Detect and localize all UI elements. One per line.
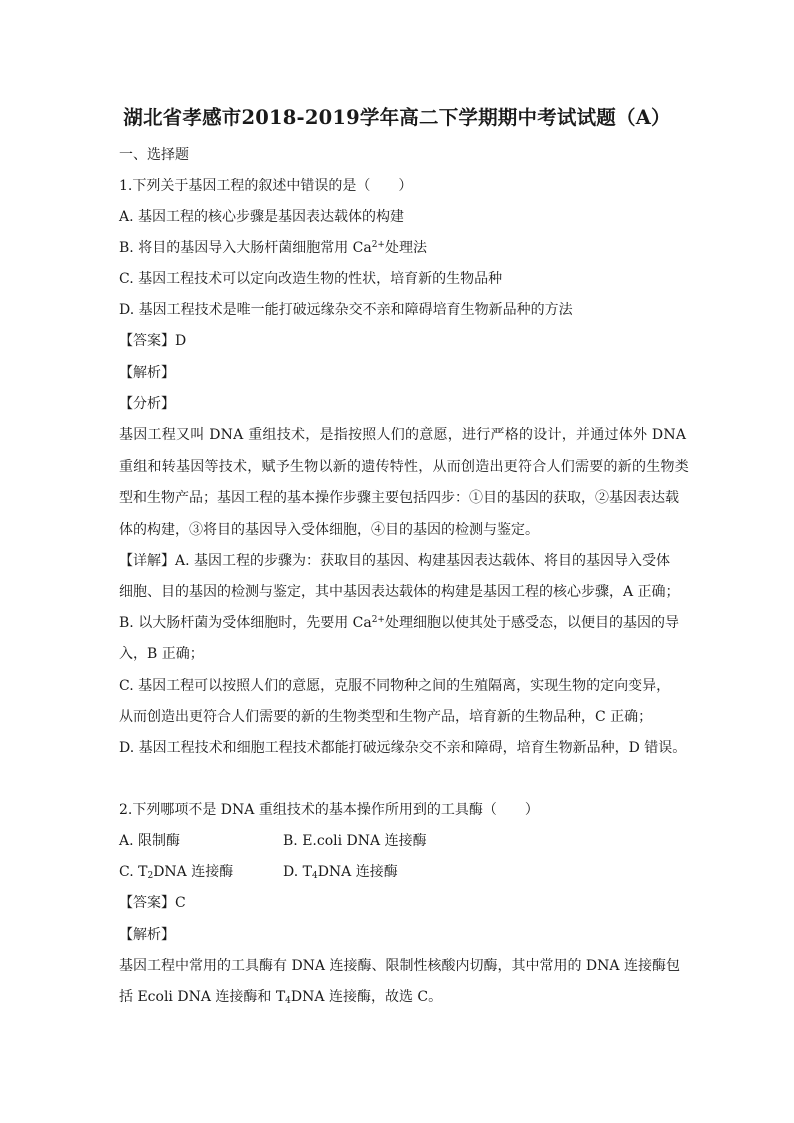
q1-detail-d: D. 基因工程技术和细胞工程技术都能打破远缘杂交不亲和障碍，培育生物新品种，D 错误。	[119, 740, 687, 756]
q2-explanation-label: 【解析】	[119, 927, 175, 943]
q1-detail-b	[119, 613, 679, 633]
q2-option-d-tail: DNA 连接酶	[317, 864, 398, 880]
q2-option-c-text: C. T	[119, 864, 148, 880]
q2-explanation-tail: DNA 连接酶，故选 C。	[290, 989, 443, 1005]
section-heading: 一、选择题	[119, 147, 189, 163]
q1-option-b-text: B. 将目的基因导入大肠杆菌细胞常用 Ca	[119, 240, 372, 256]
q2-answer: 【答案】C	[119, 895, 186, 911]
q1-answer: 【答案】D	[119, 333, 187, 349]
q1-option-b-tail: 处理法	[384, 240, 427, 256]
q1-detail-b-continued: 入，B 正确；	[119, 646, 204, 662]
q1-detail-line: 【详解】A. 基因工程的步骤为：获取目的基因、构建基因表达载体、将目的基因导入受体	[119, 553, 671, 569]
q2-explanation-text: 括 Ecoli DNA 连接酶和 T	[119, 989, 286, 1005]
q2-option-a: A. 限制酶	[119, 833, 181, 849]
q2-explanation-line: 基因工程中常用的工具酶有 DNA 连接酶、限制性核酸内切酶，其中常用的 DNA 连接酶包	[119, 958, 680, 974]
q1-detail-b-superscript: 2+	[371, 615, 385, 625]
q1-detail-b-tail: 处理细胞以使其处于感受态，以便目的基因的导	[384, 615, 679, 631]
q1-explanation-label: 【解析】	[119, 365, 175, 381]
q1-analysis-line: 基因工程又叫 DNA 重组技术，是指按照人们的意愿，进行严格的设计，并通过体外 DNA	[119, 427, 687, 443]
q2-stem: 2.下列哪项不是 DNA 重组技术的基本操作所用到的工具酶（ ）	[119, 802, 539, 818]
q2-explanation-subscript: 4	[285, 996, 291, 1006]
q1-detail-b-text: B. 以大肠杆菌为受体细胞时，先要用 Ca	[119, 615, 372, 631]
q2-option-c	[119, 862, 233, 882]
q1-analysis-label: 【分析】	[119, 396, 175, 412]
q1-detail-c-line: C. 基因工程可以按照人们的意愿，克服不同物种之间的生殖隔离，实现生物的定向变异，	[119, 678, 671, 694]
q1-option-a: A. 基因工程的核心步骤是基因表达载体的构建	[119, 209, 405, 225]
q2-option-c-subscript: 2	[147, 871, 154, 881]
q1-option-d: D. 基因工程技术是唯一能打破远缘杂交不亲和障碍培育生物新品种的方法	[119, 302, 573, 318]
q1-analysis-line: 体的构建，③将目的基因导入受体细胞，④目的基因的检测与鉴定。	[119, 522, 539, 538]
q2-option-b: B. E.coli DNA 连接酶	[283, 833, 427, 849]
q1-detail-c-line: 从而创造出更符合人们需要的新的生物类型和生物产品，培育新的生物品种，C 正确；	[119, 709, 653, 725]
q2-explanation-line-2	[119, 987, 442, 1007]
q1-stem: 1.下列关于基因工程的叙述中错误的是（ ）	[119, 178, 413, 194]
q1-option-b-superscript: 2+	[371, 240, 385, 250]
q1-detail-line: 细胞、目的基因的检测与鉴定，其中基因表达载体的构建是基因工程的核心步骤，A 正确；	[119, 584, 680, 600]
q2-option-c-tail: DNA 连接酶	[153, 864, 234, 880]
q2-option-d	[283, 862, 398, 882]
q1-option-c: C. 基因工程技术可以定向改造生物的性状，培育新的生物品种	[119, 271, 503, 287]
page-title: 湖北省孝感市2018-2019学年高二下学期期中考试试题（A）	[123, 106, 671, 129]
q2-option-d-subscript: 4	[311, 871, 318, 881]
q1-analysis-line: 重组和转基因等技术，赋予生物以新的遗传特性，从而创造出更符合人们需要的新的生物类	[119, 459, 689, 475]
q1-option-b	[119, 238, 427, 258]
q1-analysis-line: 型和生物产品；基因工程的基本操作步骤主要包括四步：①目的基因的获取，②基因表达载	[119, 490, 679, 506]
q2-option-d-text: D. T	[283, 864, 312, 880]
